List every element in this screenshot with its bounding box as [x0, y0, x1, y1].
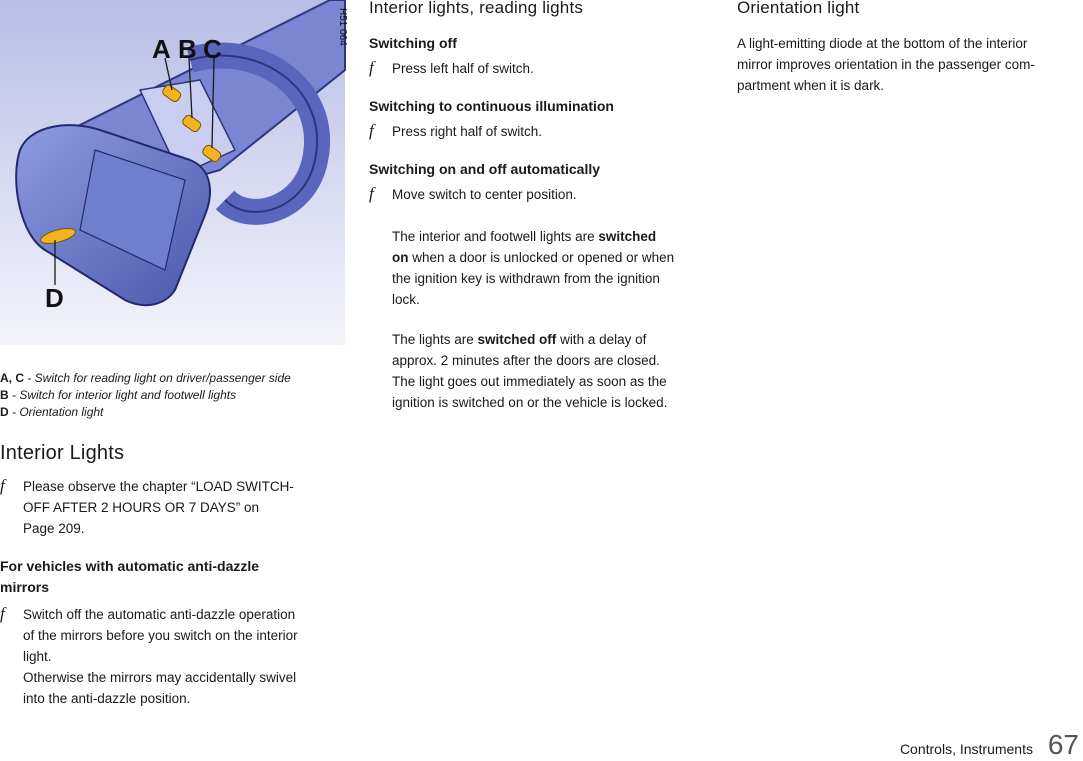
- automatic-bullet: [369, 184, 719, 205]
- note-page-link[interactable]: Page 209.: [23, 521, 85, 536]
- label-d: D: [45, 283, 64, 313]
- paragraph-line: the ignition key is withdrawn from the ignition: [392, 271, 660, 286]
- continuous-bullet: [369, 121, 719, 142]
- antidazzle-heading: [0, 556, 345, 598]
- caption-text-b: - Switch for interior light and footwell lights: [8, 388, 237, 402]
- text-run: with a delay of: [556, 332, 647, 347]
- figure-code: H51 064: [337, 8, 348, 46]
- bullet-mark: f: [369, 121, 374, 140]
- bullet-line: Press left half of switch.: [392, 61, 534, 76]
- text-run: The interior and footwell lights are: [392, 229, 599, 244]
- paragraph-line: ignition is switched on or the vehicle is locked.: [392, 395, 668, 410]
- bullet-mark: f: [369, 184, 374, 203]
- note-bullet: [0, 476, 345, 539]
- paragraph-line: partment when it is dark.: [737, 78, 885, 93]
- automatic-heading: Switching on and off automatically: [369, 161, 601, 177]
- antidazzle-bullet: [0, 604, 345, 709]
- bold-run: switched: [598, 229, 657, 244]
- caption-line-d: [0, 404, 345, 421]
- switching-off-bullet: [369, 58, 719, 79]
- section-title-orientation-light: Orientation light: [737, 0, 860, 17]
- bullet-mark: f: [0, 604, 5, 623]
- switching-off-heading: Switching off: [369, 35, 457, 51]
- bold-run: switched off: [477, 332, 557, 347]
- continuous-heading: Switching to continuous illumination: [369, 98, 614, 114]
- note-line: OFF AFTER 2 HOURS OR 7 DAYS” on: [23, 500, 260, 515]
- caption-key-b: B: [0, 388, 9, 402]
- mirror-diagram: [0, 0, 348, 345]
- paragraph-line: A light-emitting diode at the bottom of the interior: [737, 36, 1028, 51]
- note-line: Please observe the chapter “LOAD SWITCH-: [23, 479, 294, 494]
- bullet-mark: f: [0, 476, 5, 495]
- text-run: The lights are: [392, 332, 478, 347]
- paragraph-line: [392, 226, 719, 247]
- paragraph-switched-on: [369, 226, 719, 310]
- interior-lights-section: [0, 442, 345, 709]
- heading-line: mirrors: [0, 579, 50, 595]
- label-a: A: [152, 34, 171, 64]
- bullet-line: into the anti-dazzle position.: [23, 691, 191, 706]
- bullet-line: Otherwise the mirrors may accidentally swivel: [23, 670, 297, 685]
- paragraph-line: The light goes out immediately as soon as the: [392, 374, 667, 389]
- bold-run: on: [392, 250, 409, 265]
- caption-key-ac: A, C: [0, 371, 24, 385]
- bullet-line: light.: [23, 649, 52, 664]
- section-title-reading-lights: Interior lights, reading lights: [369, 0, 584, 17]
- bullet-line: Switch off the automatic anti-dazzle operation: [23, 607, 296, 622]
- label-b: B: [178, 34, 197, 64]
- text-run: when a door is unlocked or opened or when: [408, 250, 675, 265]
- caption-text-d: - Orientation light: [8, 405, 104, 419]
- page-footer: [823, 729, 1083, 760]
- paragraph-line: mirror improves orientation in the passenger com-: [737, 57, 1035, 72]
- bullet-mark: f: [369, 58, 374, 77]
- paragraph-switched-off: [369, 329, 719, 413]
- section-title-interior-lights: Interior Lights: [0, 442, 125, 464]
- right-column: [737, 0, 1083, 96]
- paragraph-line: approx. 2 minutes after the doors are closed.: [392, 353, 660, 368]
- bullet-line: Press right half of switch.: [392, 124, 543, 139]
- paragraph-line: [392, 329, 719, 350]
- page-number: 67: [1047, 729, 1079, 760]
- caption-line-b: [0, 387, 345, 404]
- middle-column: [369, 0, 719, 413]
- orientation-paragraph: [737, 33, 1083, 96]
- bullet-line: Move switch to center position.: [392, 187, 577, 202]
- caption-key-d: D: [0, 405, 9, 419]
- label-c: C: [203, 34, 222, 64]
- mirror-illustration: [0, 0, 348, 345]
- caption-text-ac: - Switch for reading light on driver/passenger side: [24, 371, 291, 385]
- bullet-line: of the mirrors before you switch on the interior: [23, 628, 298, 643]
- paragraph-line: lock.: [392, 292, 420, 307]
- paragraph-line: [392, 247, 719, 268]
- caption-line-ac: [0, 370, 345, 387]
- chapter-label: Controls, Instruments: [899, 741, 1033, 757]
- heading-line: For vehicles with automatic anti-dazzle: [0, 558, 260, 574]
- figure-caption: [0, 370, 345, 421]
